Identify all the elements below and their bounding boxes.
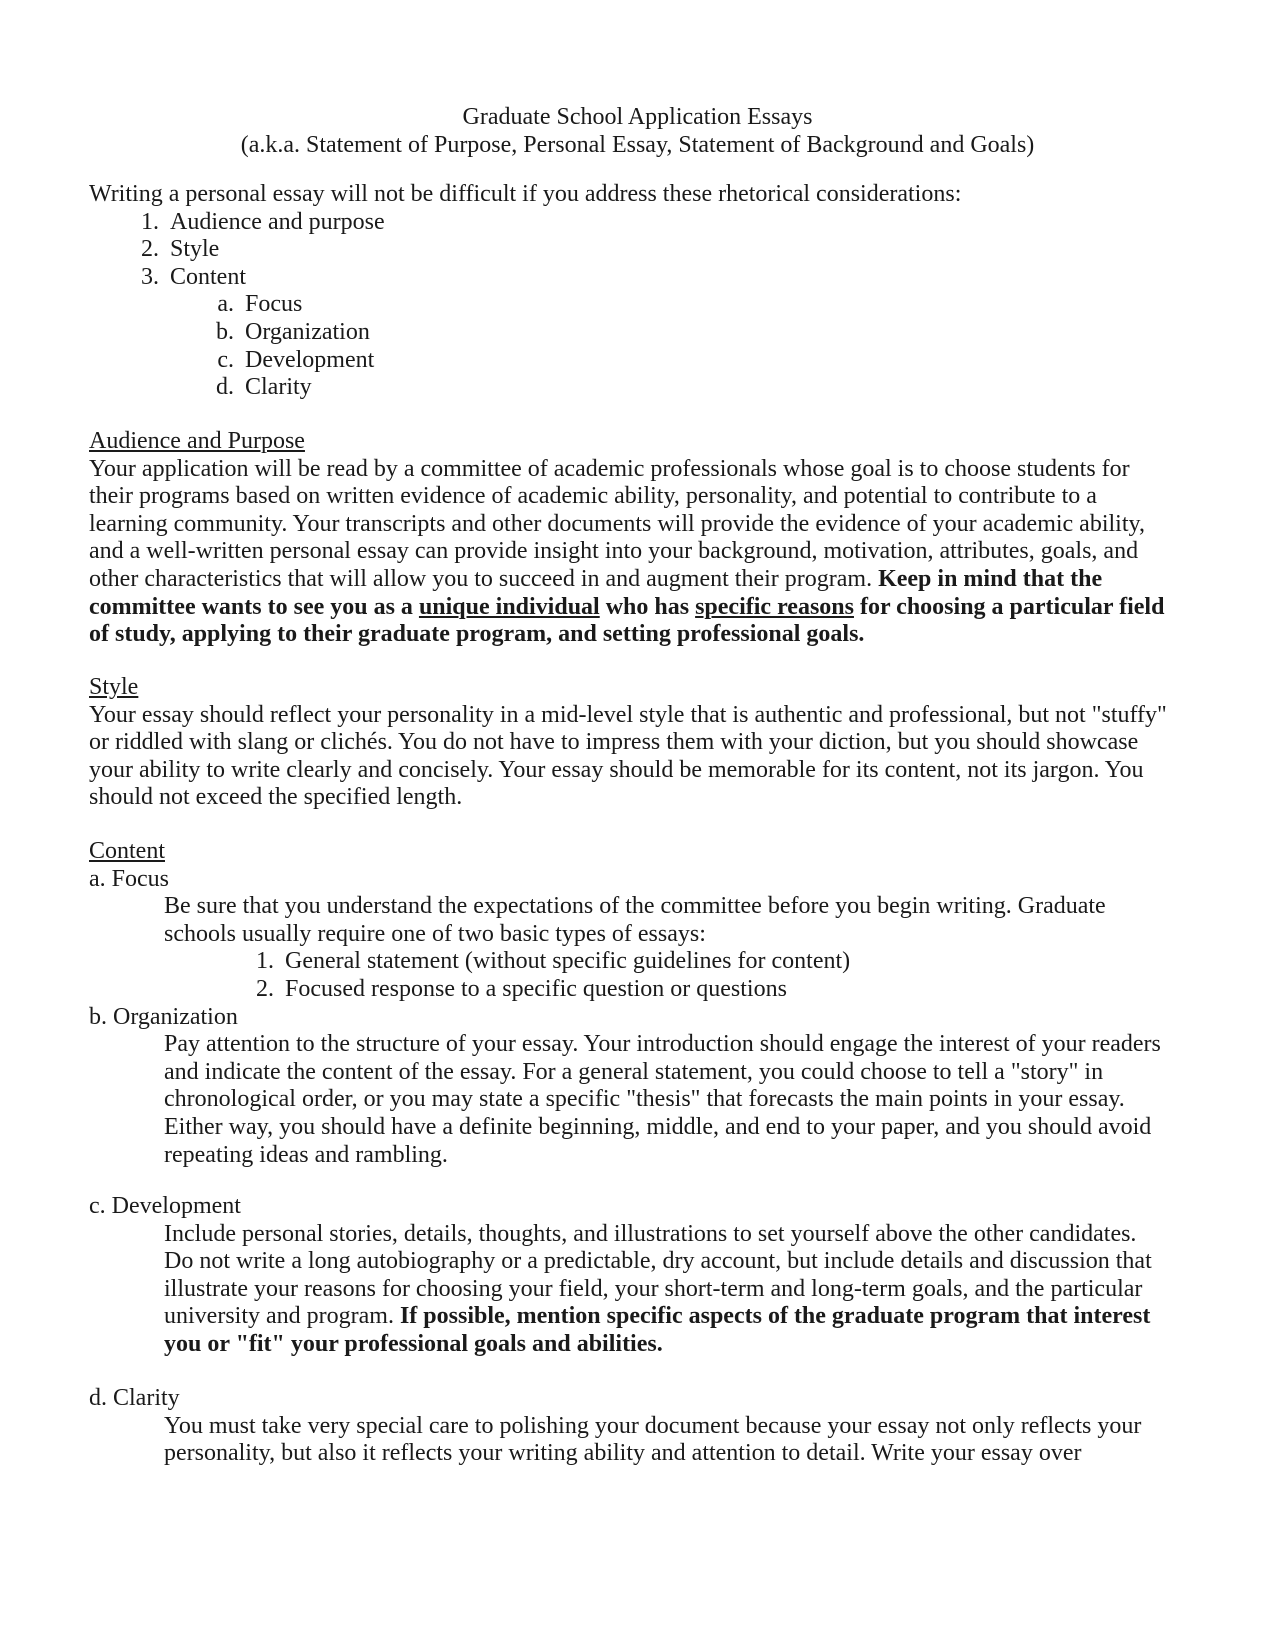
style-heading: Style [89,674,139,700]
intro-text: Writing a personal essay will not be difficult if you address these rhetorical considerations: [89,181,962,207]
focus-label: a. Focus [89,865,169,892]
clarity-label: d. Clarity [89,1385,180,1411]
development-label: c. Development [89,1193,241,1219]
audience-paragraph: Your application will be read by a committee of academic professionals whose goal is to choose students for their programs based on written evidence of academic ability, personality, and potential to contribute to a learning community. Your transcripts and other documents will provide the evidence of your academic ability, and a well-written personal essay can provide insight into your background, motivation, attributes, goals, and other characteristics that will allow you to succeed in and augment their program. Keep in mind that the committee wants to see you as a unique individual who has specific reasons for choosing a particular field of study, applying to their graduate program, and setting professional goals. [89,455,1165,648]
title-block [0,104,1275,159]
list-item: 1. Audience and purpose [141,208,385,235]
content-heading: Content [89,838,165,864]
document-title: Graduate School Application Essays [462,104,813,130]
focus-paragraph: Be sure that you understand the expectations of the committee before you begin writing. Graduate schools usually require one of two basic types of essays: [164,893,1106,947]
development-section [89,1193,1209,1359]
style-section [89,674,1209,812]
list-item: 3. Content [141,263,246,290]
list-item: 1. General statement (without specific guidelines for content) [256,948,851,975]
intro-section [89,181,1209,402]
sub-list-item: a. Focus [217,291,303,318]
audience-heading: Audience and Purpose [89,428,305,454]
development-paragraph: Include personal stories, details, thoughts, and illustrations to set yourself above the other candidates. Do not write a long autobiography or a predictable, dry account, but include details and discussion that illustrate your reasons for choosing your field, your short-term and long-term goals, and the particular university and program. If possible, mention specific aspects of the graduate program that interest you or "fit" your professional goals and abilities. [164,1220,1152,1357]
audience-section [89,428,1209,649]
sub-list-item: d. Clarity [216,374,312,401]
list-item: 2. Focused response to a specific question or questions [256,975,787,1002]
list-item: 2. Style [141,236,220,263]
content-section [89,838,1209,1169]
sub-list-item: c. Development [217,346,375,373]
organization-paragraph: Pay attention to the structure of your essay. Your introduction should engage the interest of your readers and indicate the content of the essay. For a general statement, you could choose to tell a "story" in chronological order, or you may state a specific "thesis" that forecasts the main points in your essay. Either way, you should have a definite beginning, middle, and end to your paper, and you should avoid repeating ideas and rambling. [164,1031,1161,1168]
sub-list-item: b. Organization [216,318,370,345]
clarity-section [89,1385,1209,1468]
style-paragraph: Your essay should reflect your personality in a mid-level style that is authentic and professional, but not "stuffy" or riddled with slang or clichés. You do not have to impress them with your diction, but you should showcase your ability to write clearly and concisely. Your essay should be memorable for its content, not its jargon. You should not exceed the specified length. [89,701,1167,811]
organization-label: b. Organization [89,1003,238,1030]
clarity-paragraph: You must take very special care to polishing your document because your essay not only reflects your personality, but also it reflects your writing ability and attention to detail. Write your essay over [164,1412,1142,1467]
document-subtitle: (a.k.a. Statement of Purpose, Personal Essay, Statement of Background and Goals) [240,131,1035,158]
